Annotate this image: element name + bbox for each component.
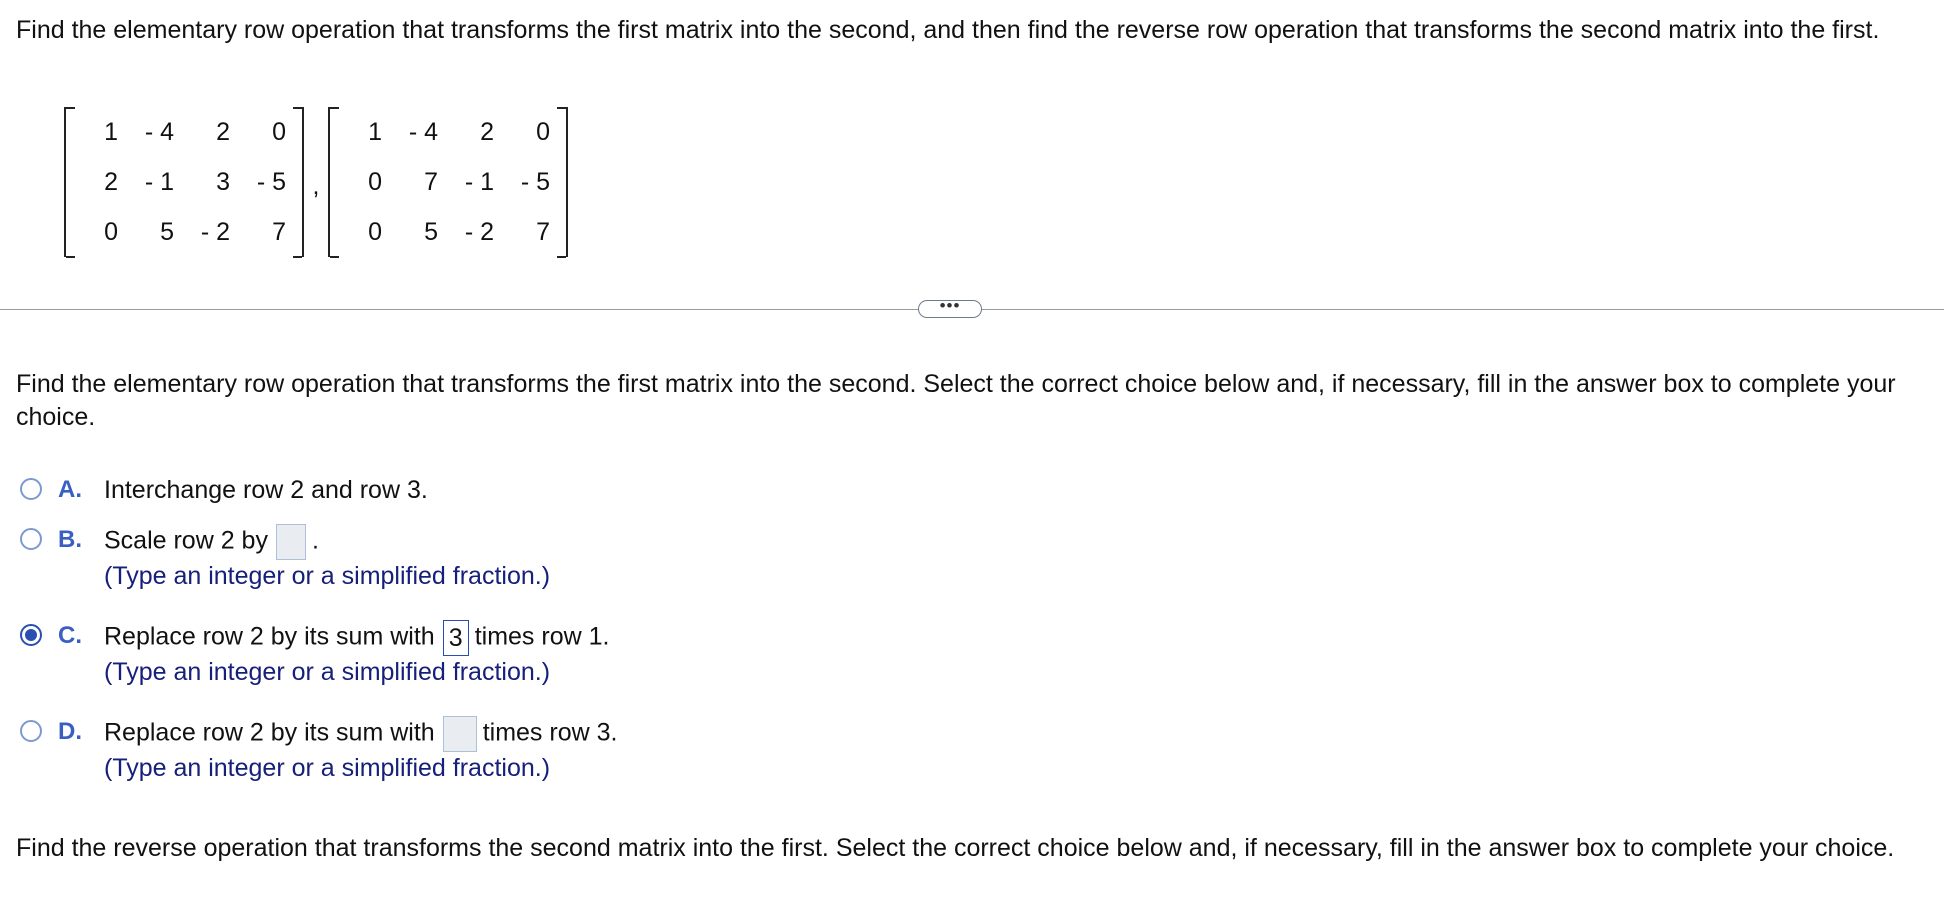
first-matrix bbox=[64, 107, 304, 257]
choice-c-text-after: times row 1. bbox=[474, 622, 610, 651]
part2-instruction: Find the reverse operation that transforms the second matrix into the first. Select the correct choice below and, if necessary, fill in the answer box to complete your choice. bbox=[16, 834, 1895, 862]
matrix-cell: 2 bbox=[216, 117, 230, 146]
choice-d[interactable] bbox=[20, 716, 617, 812]
part1-instruction: Find the elementary row operation that transforms the first matrix into the second. Select the correct choice below and, if necessary, fill in the answer box to complete your choice. bbox=[16, 370, 1896, 431]
choice-letter: D. bbox=[58, 718, 82, 745]
matrix-cell: 5 bbox=[160, 217, 174, 246]
choice-b[interactable] bbox=[20, 524, 617, 620]
choice-b-hint: (Type an integer or a simplified fraction.) bbox=[104, 562, 551, 590]
matrix-cell: - 4 bbox=[408, 117, 438, 146]
matrix-cell: 7 bbox=[272, 217, 286, 246]
matrix-cell: - 2 bbox=[200, 217, 230, 246]
answer-input-c[interactable]: 3 bbox=[443, 620, 469, 656]
matrix-cell: - 4 bbox=[144, 117, 174, 146]
matrix-cell: 2 bbox=[104, 167, 118, 196]
answer-input-d[interactable] bbox=[443, 716, 477, 752]
matrix-cell: 0 bbox=[272, 117, 286, 146]
choice-a[interactable] bbox=[20, 474, 617, 524]
matrix-cell: - 5 bbox=[256, 167, 286, 196]
matrix-cell: 3 bbox=[216, 167, 230, 196]
answer-input-b[interactable] bbox=[276, 524, 306, 560]
choice-c-text: Replace row 2 by its sum with bbox=[104, 622, 435, 651]
choice-d-hint: (Type an integer or a simplified fraction.) bbox=[104, 754, 551, 782]
choice-b-text-after: . bbox=[311, 526, 319, 555]
matrix-cell: 0 bbox=[368, 167, 382, 196]
matrix-cell: 5 bbox=[424, 217, 438, 246]
matrix-cell: - 2 bbox=[464, 217, 494, 246]
choice-b-text: Scale row 2 by bbox=[104, 526, 268, 555]
choice-letter: B. bbox=[58, 526, 82, 553]
matrix-cell: 0 bbox=[104, 217, 118, 246]
matrix-separator: , bbox=[312, 171, 320, 200]
choice-d-text-after: times row 3. bbox=[482, 718, 618, 747]
choice-c[interactable] bbox=[20, 620, 617, 716]
expand-ellipsis-button[interactable]: ••• bbox=[918, 300, 982, 318]
matrix-cell: - 1 bbox=[144, 167, 174, 196]
matrix-cell: 7 bbox=[536, 217, 550, 246]
radio-d[interactable] bbox=[20, 720, 42, 742]
radio-c[interactable] bbox=[20, 624, 42, 646]
matrix-cell: 1 bbox=[104, 117, 118, 146]
matrix-cell: 0 bbox=[536, 117, 550, 146]
matrix-cell: - 1 bbox=[464, 167, 494, 196]
matrix-cell: 7 bbox=[424, 167, 438, 196]
radio-b[interactable] bbox=[20, 528, 42, 550]
choice-letter: A. bbox=[58, 476, 82, 503]
choice-a-text: Interchange row 2 and row 3. bbox=[104, 476, 428, 504]
choice-letter: C. bbox=[58, 622, 82, 649]
radio-a[interactable] bbox=[20, 478, 42, 500]
choice-d-text: Replace row 2 by its sum with bbox=[104, 718, 435, 747]
question-prompt: Find the elementary row operation that transforms the first matrix into the second, and then find the reverse row operation that transforms the second matrix into the first. bbox=[16, 16, 1880, 44]
matrix-pair bbox=[64, 107, 568, 257]
choice-list bbox=[20, 474, 617, 812]
choice-c-hint: (Type an integer or a simplified fraction.) bbox=[104, 658, 551, 686]
matrix-cell: 2 bbox=[480, 117, 494, 146]
matrix-cell: 1 bbox=[368, 117, 382, 146]
matrix-cell: - 5 bbox=[520, 167, 550, 196]
second-matrix bbox=[328, 107, 568, 257]
matrix-cell: 0 bbox=[368, 217, 382, 246]
